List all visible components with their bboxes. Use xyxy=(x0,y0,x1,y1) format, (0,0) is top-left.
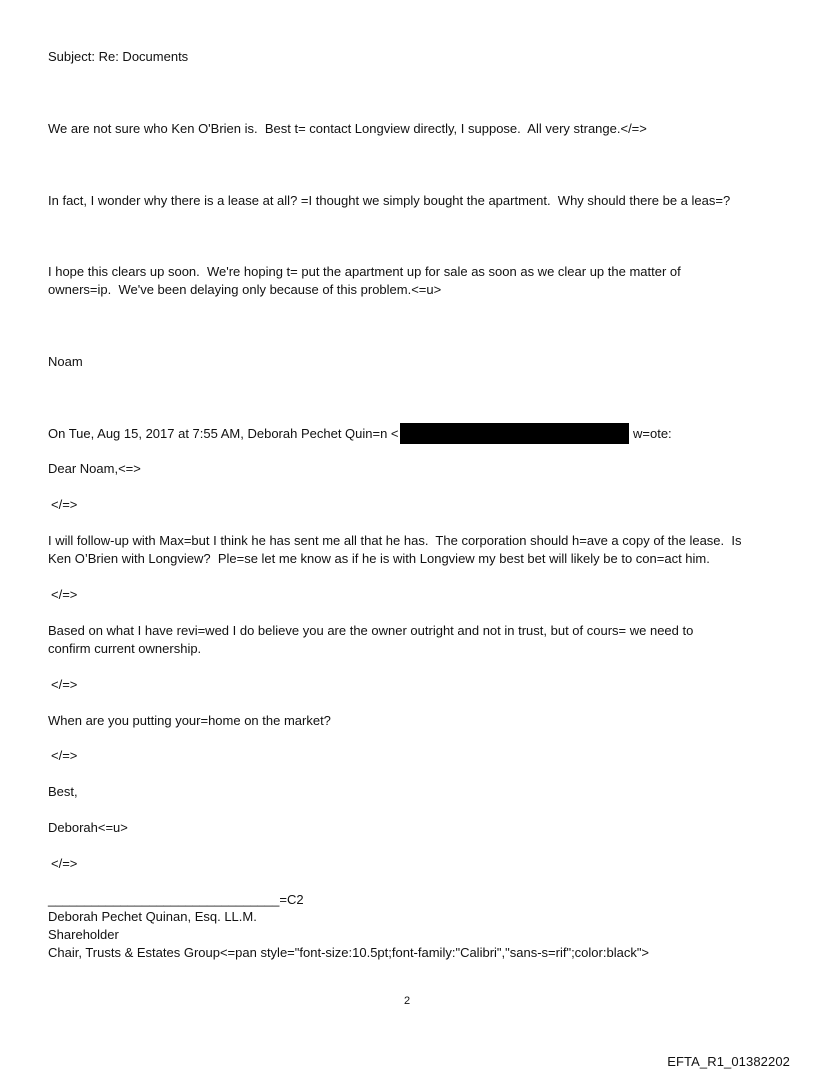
reply-paragraph-3-line-1: I hope this clears up soon. We're hoping t= put the apartment up for sale as soon as we clear up the matter of xyxy=(48,264,681,279)
quoted-sender-name: Deborah<=u> xyxy=(48,820,128,835)
reply-paragraph-3-line-2: owners=ip. We've been delaying only because of this problem.<=u> xyxy=(48,282,442,297)
redaction-box xyxy=(400,423,629,444)
quoted-header-prefix: On Tue, Aug 15, 2017 at 7:55 AM, Deborah Pechet Quin=n < xyxy=(48,426,399,441)
signature-group: Chair, Trusts & Estates Group<=pan style="font-size:10.5pt;font-family:"Calibri","sans-s=rif";color:black"> xyxy=(48,945,650,960)
signature-name: Deborah Pechet Quinan, Esq. LL.M. xyxy=(48,909,257,924)
page-number: 2 xyxy=(404,995,411,1007)
quoted-paragraph-1-line-2: Ken O’Brien with Longview? Ple=se let me know as if he is with Longview my best bet will likely be to con=act him. xyxy=(48,551,710,566)
quoted-spacer-5: </=> xyxy=(51,856,78,871)
quoted-header-suffix: w=ote: xyxy=(633,426,672,441)
reply-signoff: Noam xyxy=(48,354,83,369)
quoted-spacer-3: </=> xyxy=(51,677,78,692)
reply-paragraph-2: In fact, I wonder why there is a lease at all? =I thought we simply bought the apartment. Why should there be a leas=? xyxy=(48,193,731,208)
reply-paragraph-1: We are not sure who Ken O'Brien is. Best t= contact Longview directly, I suppose. All very strange.</=> xyxy=(48,121,647,136)
document-id: EFTA_R1_01382202 xyxy=(667,1054,790,1069)
quoted-greeting: Dear Noam,<=> xyxy=(48,461,141,476)
quoted-spacer-2: </=> xyxy=(51,587,78,602)
quoted-closing: Best, xyxy=(48,784,78,799)
quoted-paragraph-1-line-1: I will follow-up with Max=but I think he has sent me all that he has. The corporation should h=ave a copy of the lease. Is xyxy=(48,533,742,548)
signature-title: Shareholder xyxy=(48,927,119,942)
quoted-spacer-1: </=> xyxy=(51,497,78,512)
quoted-spacer-4: </=> xyxy=(51,748,78,763)
quoted-paragraph-2-line-1: Based on what I have revi=wed I do believe you are the owner outright and not in trust, but of cours= we need to xyxy=(48,623,694,638)
quoted-paragraph-2-line-2: confirm current ownership. xyxy=(48,641,202,656)
signature-rule: ________________________________=C2 xyxy=(48,892,304,907)
email-subject: Subject: Re: Documents xyxy=(48,49,189,64)
quoted-paragraph-3: When are you putting your=home on the market? xyxy=(48,713,331,728)
